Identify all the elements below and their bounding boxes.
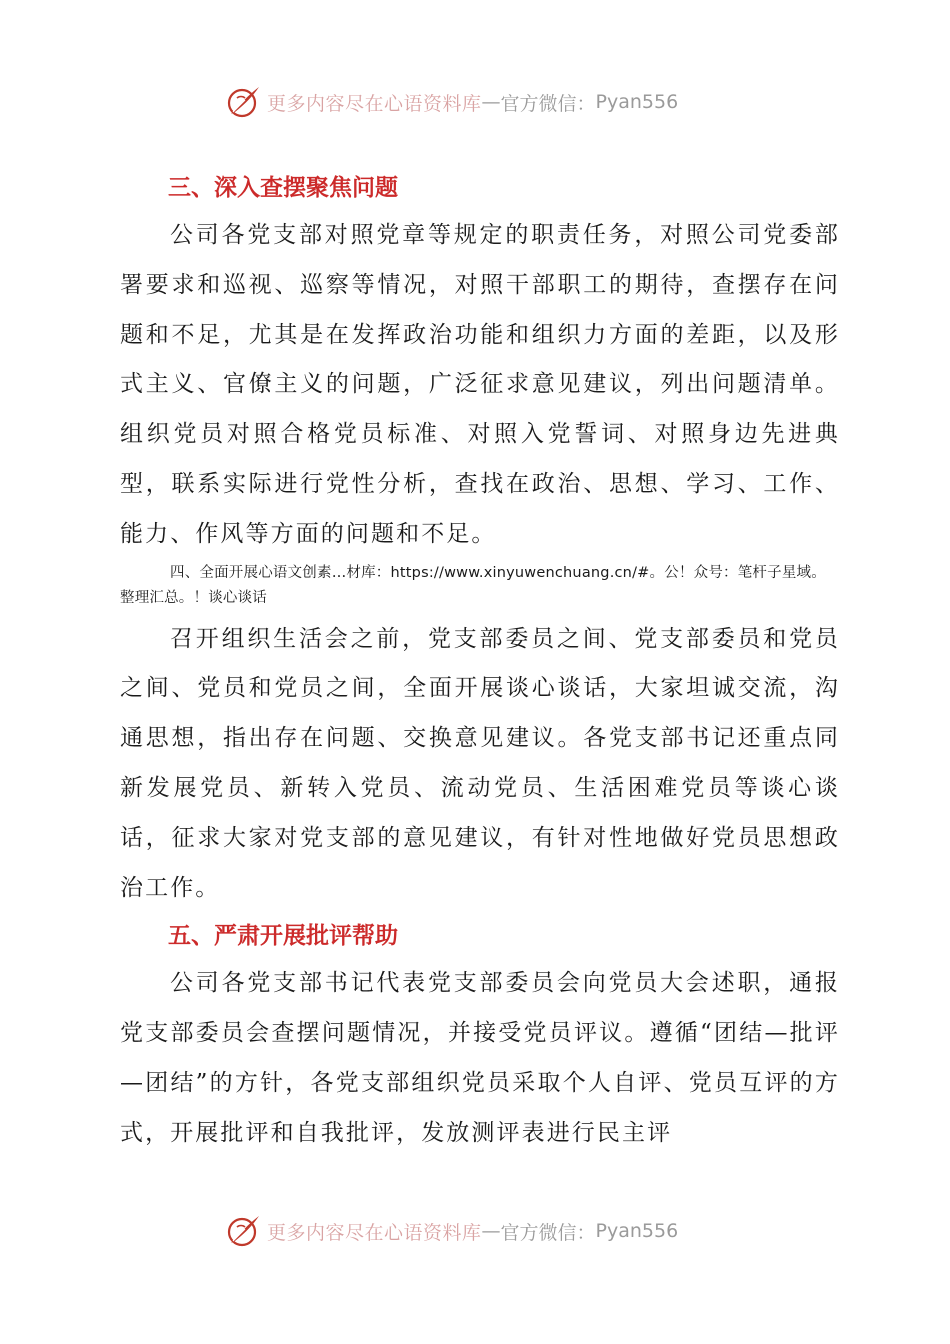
banner-text: 更多内容尽在心语资料库 — [267, 92, 482, 115]
section-5-paragraph: 公司各党支部书记代表党支部委员会向党员大会述职，通报党支部委员会查摆问题情况，并接受党员评议。遵循“团结—批评—团结”的方针，各党支部组织党员采取个人自评、党员互评的方式，开展批评和自我批评，发放测评表进行民主评 — [120, 970, 840, 1146]
banner-wechat-id: Pyan556 — [595, 91, 679, 113]
footer-banner — [225, 1211, 745, 1251]
header-banner — [225, 82, 745, 122]
banner-wechat-id: Pyan556 — [595, 1220, 679, 1242]
quill-logo-icon — [225, 1213, 261, 1249]
section-4-note-url: https://www.xinyuwenchuang.cn/# — [390, 564, 650, 581]
banner-separator: — — [481, 1220, 501, 1242]
section-4-note-prefix: 四、全面开展心语文创素…材库： — [170, 564, 391, 581]
banner-separator: — — [481, 91, 501, 113]
section-4-note — [120, 561, 840, 611]
section-4-note-suffix: 。公！众号：笔杆子星域。整理汇总。！谈心谈话 — [120, 564, 826, 606]
banner-wechat-label: 官方微信： — [500, 92, 596, 115]
banner-text: 更多内容尽在心语资料库 — [267, 1221, 482, 1244]
quill-logo-icon — [225, 84, 261, 120]
document-body — [120, 165, 840, 1159]
section-5-heading: 五、严肃开展批评帮助 — [168, 923, 398, 950]
section-3-heading: 三、深入查摆聚焦问题 — [168, 175, 398, 201]
section-4-paragraph: 召开组织生活会之前，党支部委员之间、党支部委员和党员之间、党员和党员之间，全面开展谈心谈话，大家坦诚交流，沟通思想，指出存在问题、交换意见建议。各党支部书记还重点同新发展党员、新转入党员、流动党员、生活困难党员等谈心谈话，征求大家对党支部的意见建议，有针对性地做好党员思想政治工作。 — [120, 625, 840, 901]
section-3-paragraph: 公司各党支部对照党章等规定的职责任务，对照公司党委部署要求和巡视、巡察等情况，对照干部职工的期待，查摆存在问题和不足，尤其是在发挥政治功能和组织力方面的差距，以及形式主义、官僚主义的问题，广泛征求意见建议，列出问题清单。组织党员对照合格党员标准、对照入党誓词、对照身边先进典型，联系实际进行党性分析，查找在政治、思想、学习、工作、能力、作风等方面的问题和不足。 — [120, 222, 840, 547]
banner-wechat-label: 官方微信： — [500, 1221, 596, 1244]
